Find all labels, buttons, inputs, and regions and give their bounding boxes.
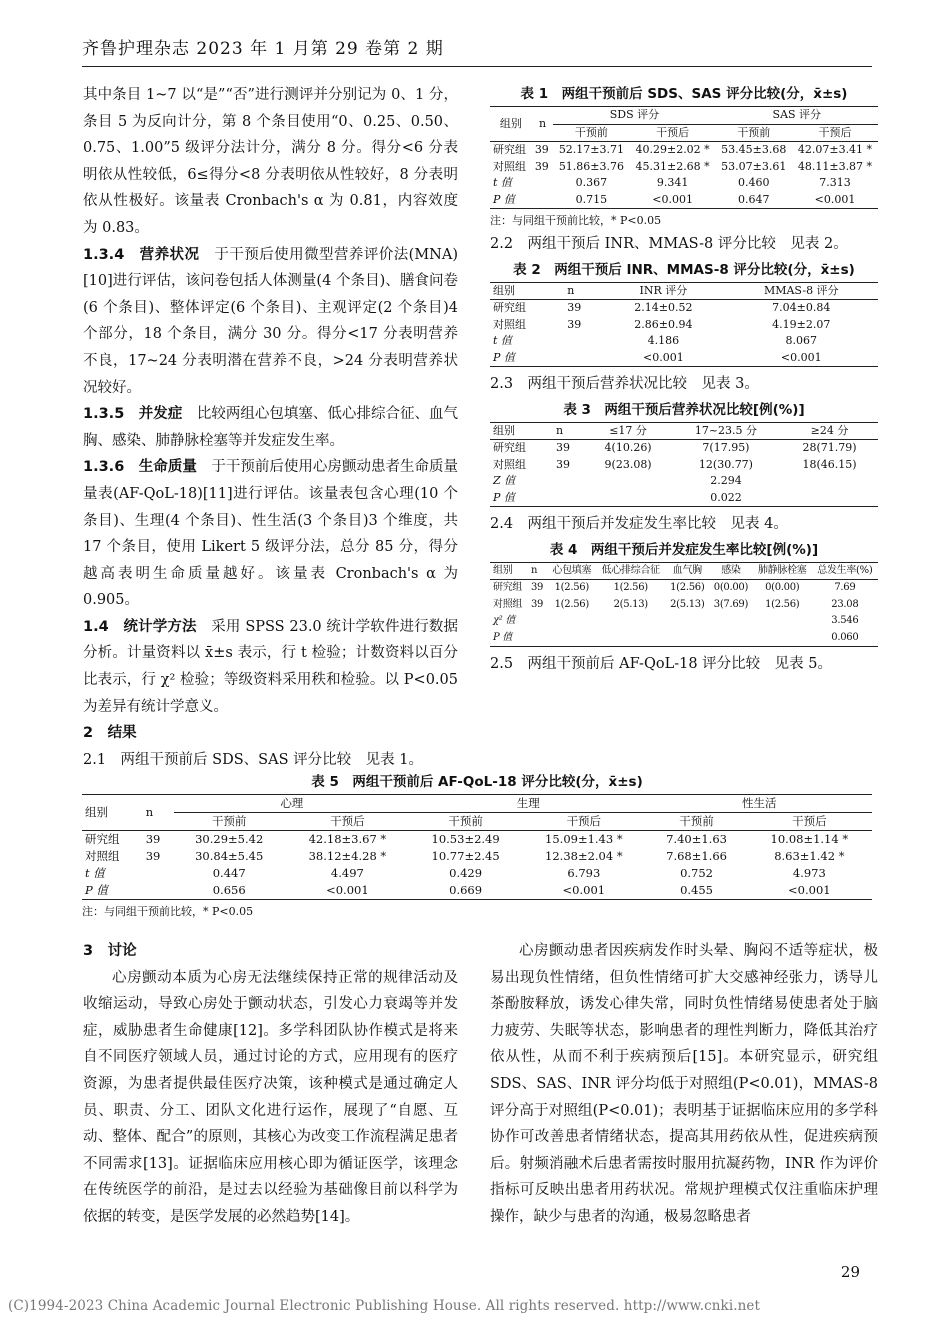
table4 (490, 562, 878, 648)
table-cell: <0.001 (285, 882, 410, 900)
table-cell (548, 613, 596, 630)
section-1-3-4 (83, 242, 458, 402)
table4-body (490, 580, 878, 647)
table-cell (753, 613, 812, 630)
table-cell: 9.341 (656, 176, 689, 189)
table-cell: 1(2.56) (665, 580, 709, 597)
table-cell (665, 630, 709, 647)
table-header-cell: n (528, 562, 548, 580)
table-cell: 2(5.13) (613, 598, 648, 610)
table-cell: 42.07±3.41 * (792, 142, 878, 159)
table1-header: 干预后 (656, 125, 690, 139)
table-header-cell: n (564, 282, 602, 300)
table-header-cell: 组别 (490, 282, 564, 300)
table-cell (532, 175, 553, 192)
table-cell: 39 (528, 580, 548, 597)
section-text: 于干预前后使用心房颤动患者生命质量量表(AF-QoL-18)[11]进行评估。该量表包含心理(10 个条目)、生理(4 个条目)、性生活(3 个条目)3 个维度，共 17 个条目，使用 Likert 5 级评分法，总分 85 分，得分越高表明生命质量越好。该量表 Cronbach's α 为 0.905。 (83, 459, 458, 609)
table-row (490, 457, 878, 474)
table-cell: t 值 (85, 866, 105, 880)
table-cell: Z 值 (493, 474, 516, 488)
table-cell: 39 (145, 849, 161, 863)
table-cell: 0.447 (212, 866, 246, 880)
table-cell: 研究组 (490, 142, 532, 159)
table-cell (709, 630, 753, 647)
section-title: 1.3.6 生命质量 (83, 459, 197, 476)
table-cell: 2.86±0.94 (634, 317, 693, 331)
table-cell: 51.86±3.76 (558, 159, 625, 173)
section-text: 比较两组心包填塞、低心排综合征、血气胸、感染、肺静脉栓塞等并发症发生率。 (83, 406, 458, 449)
table-row (490, 440, 878, 457)
table-cell: 39 (555, 457, 570, 471)
journal-header: 齐鲁护理杂志 2023 年 1 月第 29 卷第 2 期 (82, 39, 444, 59)
table-cell: 2(5.13) (670, 598, 705, 610)
table-cell (564, 333, 602, 350)
table-cell (709, 613, 753, 630)
table-cell: 42.18±3.67 * (285, 831, 410, 849)
table-cell: 30.84±5.45 (195, 849, 264, 863)
section-title: 1.3.4 营养状况 (83, 246, 200, 263)
table-cell: <0.001 (602, 350, 724, 367)
table-cell: 0.022 (671, 490, 781, 507)
table-cell (596, 613, 665, 630)
table-header-cell: n (553, 422, 585, 440)
table5-header: 组别 (82, 795, 143, 831)
table-cell: 2.294 (710, 474, 742, 488)
table-row (490, 490, 878, 507)
table-cell: 23.08 (831, 598, 859, 610)
table5-header: 干预后 (792, 814, 827, 828)
table5-header: 生理 (410, 795, 646, 813)
table-cell: 9(23.08) (604, 457, 652, 471)
table-row (490, 159, 878, 176)
table-row (490, 142, 878, 159)
table-header-cell: 组别 (490, 562, 528, 580)
table-cell: 4(10.26) (585, 440, 671, 457)
section-2-3: 2.3 两组干预后营养状况比较 见表 3。 (490, 376, 759, 393)
table-row (490, 317, 878, 334)
table-cell: 4.973 (792, 866, 826, 880)
table-cell: 53.45±3.68 (716, 142, 792, 159)
section-2-5: 2.5 两组干预前后 AF-QoL-18 评分比较 见表 5。 (490, 656, 832, 673)
table-cell (553, 490, 585, 507)
table1-header: 干预前 (574, 125, 608, 139)
table-header-cell: 感染 (709, 562, 753, 580)
table-cell: 0(0.00) (753, 580, 812, 597)
table-cell: 39 (532, 142, 553, 159)
table-header-cell: 组别 (490, 422, 553, 440)
table-row (490, 473, 878, 490)
section-1-3-5 (83, 401, 458, 454)
table1-header: n (532, 107, 553, 142)
table-cell: 10.53±2.49 (410, 831, 521, 849)
table-cell: P 值 (490, 630, 528, 647)
table-cell: 0.752 (680, 866, 714, 880)
table-cell: 研究组 (490, 300, 564, 317)
table-cell: 39 (534, 159, 549, 173)
table-cell: 3(7.69) (713, 598, 749, 610)
table-row (490, 300, 878, 317)
table-cell (532, 192, 553, 209)
section-text: 于干预后使用微型营养评价法(MNA)[10]进行评估，该问卷包括人体测量(4 个条目)、膳食问卷(6 个条目)、整体评定(6 个条目)、主观评定(2 个条目)4 个部分，18 个条目，满分 30 分。得分<17 分表明营养不良，17~24 分表明潜在营养不良，>24 分表明营养状况较好。 (83, 246, 458, 396)
page-number: 29 (840, 1263, 860, 1281)
table-cell: 0.455 (646, 882, 746, 900)
table-cell: 7(17.95) (671, 440, 781, 457)
table1 (490, 106, 878, 209)
table-cell (781, 473, 878, 490)
table-cell: P 值 (490, 490, 553, 507)
table5-note: 注：与同组干预前比较，* P<0.05 (82, 905, 254, 918)
table-header-cell: MMAS-8 评分 (725, 282, 879, 300)
table5-header: 心理 (174, 795, 410, 813)
table-header-cell: 总发生率(%) (812, 562, 878, 580)
table-cell: 12(30.77) (698, 457, 753, 471)
table-cell: 53.07±3.61 (721, 159, 787, 173)
table2-body (490, 300, 878, 367)
table-cell: 30.29±5.42 (174, 831, 285, 849)
discussion-left (83, 938, 458, 1231)
table5-header: 干预后 (566, 814, 602, 828)
table5-header: 干预前 (679, 814, 714, 828)
table1-caption: 表 1 两组干预前后 SDS、SAS 评分比较(分，x̄±s) (520, 86, 848, 102)
table-cell: <0.001 (747, 882, 872, 900)
table-cell: 48.11±3.87 * (797, 159, 873, 173)
table-cell: 1(2.56) (554, 598, 589, 610)
table-cell: 40.29±2.02 * (630, 142, 716, 159)
table-cell: 7.313 (819, 176, 851, 189)
discussion-paragraph-1: 心房颤动本质为心房无法继续保持正常的规律活动及收缩运动，导致心房处于颤动状态，引发心力衰竭等并发症，威胁患者生命健康[12]。多学科团队协作模式是将来自不同医疗领域人员，通过讨论的方式，应用现有的医疗资源，为患者提供最佳医疗决策，该种模式是通过确定人员、职责、分工、团队文化进行运作，展现了“自愿、互动、整体、配合”的原则，其核心为改变工作流程满足患者不同需求[13]。证据临床应用核心即为循证医学，该理念在传统医学的前沿，是过去以经验为基础像目前以科学为依据的转变，是医学发展的必然趋势[14]。 (83, 969, 458, 1225)
table-row (490, 597, 878, 614)
table-cell: 0.656 (174, 882, 285, 900)
table-cell (781, 490, 878, 507)
table-cell: 39 (530, 598, 544, 610)
table-row (490, 192, 878, 209)
table-cell: P 值 (490, 350, 564, 367)
table-cell: 7.40±1.63 (646, 831, 746, 849)
table-cell: 对照组 (85, 849, 120, 863)
table-cell: 52.17±3.71 (553, 142, 629, 159)
table-cell (585, 473, 671, 490)
table-cell: <0.001 (521, 882, 646, 900)
table-cell: 0.669 (410, 882, 521, 900)
table-cell: 1(2.56) (596, 580, 665, 597)
table-cell: 2.14±0.52 (602, 300, 724, 317)
table-cell (143, 865, 174, 882)
table-cell (143, 882, 174, 900)
table-cell: 12.38±2.04 * (545, 849, 623, 863)
table-cell: 1(2.56) (765, 598, 800, 610)
table5-block (82, 770, 872, 922)
table-cell: 研究组 (82, 831, 143, 849)
table-cell: 45.31±2.68 * (635, 159, 710, 173)
table-cell: 38.12±4.28 * (308, 849, 387, 863)
table-cell: 10.08±1.14 * (747, 831, 872, 849)
table2-header-row (490, 282, 878, 300)
table3 (490, 422, 878, 508)
table-header-cell: 血气胸 (665, 562, 709, 580)
table-row (82, 865, 872, 882)
left-column (83, 82, 458, 773)
table-cell: 0.647 (716, 192, 792, 209)
table-row (490, 333, 878, 350)
table-cell: 39 (564, 300, 602, 317)
table1-note: 注：与同组干预前比较，* P<0.05 (490, 214, 662, 227)
table1-header: 干预前 (737, 125, 771, 139)
table-header-cell: 17~23.5 分 (671, 422, 781, 440)
section-text: 采用 SPSS 23.0 统计学软件进行数据分析。计量资料以 x̄±s 表示，行 t 检验；计数资料以百分比表示，行 χ² 检验；等级资料采用秩和检验。以 P<0.05 为差异有统计学意义。 (83, 618, 458, 715)
section-1-3-6 (83, 454, 458, 614)
table-cell (564, 350, 602, 367)
table-cell: 0.429 (449, 866, 483, 880)
table5 (82, 794, 872, 900)
table5-header: n (143, 795, 174, 831)
table-cell: 39 (143, 831, 174, 849)
paragraph-mmas8: 其中条目 1~7 以“是”“否”进行测评并分别记为 0、1 分，条目 5 为反向计分，第 8 个条目使用“0、0.25、0.50、0.75、1.00”5 级评分法计分，满分 8 分。得分<6 分表明依从性较低，6≤得分<8 分表明依从性较好，8 分表明依从性极好。该量表 Cronbach's α 为 0.81，内容效度为 0.83。 (83, 87, 458, 236)
table1-body (490, 142, 878, 209)
table1-header: SDS 评分 (553, 107, 715, 125)
section-2-1: 2.1 两组干预前后 SDS、SAS 评分比较 见表 1。 (83, 751, 423, 768)
table-cell: 0.367 (575, 176, 608, 189)
header-rule (82, 66, 872, 67)
discussion-paragraph-2: 心房颤动患者因疾病发作时头晕、胸闷不适等症状，极易出现负性情绪，但负性情绪可扩大交感神经张力，诱导儿茶酚胺释放，诱发心律失常，同时负性情绪易使患者处于脑力疲劳、失眠等状态，影响患者的理性判断力，降低其治疗依从性，从而不利于疾病预后[15]。本研究显示，研究组 SDS、SAS、INR 评分均低于对照组(P<0.01)，MMAS-8 评分高于对照组(P<0.01)；表明基于证据临床应用的多学科协作可改善患者情绪状态，提高其用药依从性，促进疾病预后。射频消融术后患者需按时服用抗凝药物，INR 作为评价指标可反映出患者用药状况。常规护理模式仅注重临床护理操作，缺少与患者的沟通，极易忽略患者 (490, 943, 878, 1225)
table-cell: 7.04±0.84 (725, 300, 879, 317)
table-cell: 0(0.00) (709, 580, 753, 597)
copyright-footer: (C)1994-2023 China Academic Journal Electronic Publishing House. All rights reserved. http://www.cnki.net (8, 1298, 761, 1314)
table5-body (82, 831, 872, 900)
table1-header: 组别 (490, 107, 532, 142)
table-cell: 0.060 (812, 630, 878, 647)
table-cell: 39 (553, 440, 585, 457)
table-cell: 0.715 (553, 192, 629, 209)
table-cell: 0.460 (738, 176, 770, 189)
table5-header: 干预前 (448, 814, 483, 828)
table-cell: 研究组 (490, 580, 528, 597)
table-cell: 8.067 (785, 334, 817, 348)
table3-body (490, 440, 878, 507)
table-cell: 对照组 (493, 598, 523, 610)
heading-results: 2 结果 (83, 725, 137, 742)
table-row (82, 882, 872, 900)
table2 (490, 282, 878, 368)
table-cell: 15.09±1.43 * (521, 831, 646, 849)
table-cell: 4.497 (330, 866, 364, 880)
table-cell: 对照组 (493, 159, 526, 173)
table-cell: <0.001 (725, 350, 879, 367)
table-cell: 研究组 (490, 440, 553, 457)
table-cell: 6.793 (567, 866, 601, 880)
table-cell: P 值 (82, 882, 143, 900)
table-cell: χ² 值 (493, 615, 516, 627)
section-2-2: 2.2 两组干预后 INR、MMAS-8 评分比较 见表 2。 (490, 236, 848, 252)
section-title: 1.3.5 并发症 (83, 406, 183, 423)
table-cell (585, 490, 671, 507)
table-header-cell: 肺静脉栓塞 (753, 562, 812, 580)
table3-caption: 表 3 两组干预后营养状况比较[例(%)] (563, 401, 805, 418)
table-cell: 10.77±2.45 (431, 849, 500, 863)
table-row (82, 831, 872, 849)
section-1-4 (83, 614, 458, 720)
table-cell: t 值 (493, 176, 512, 189)
table5-header: 干预后 (330, 814, 365, 828)
table-cell: 对照组 (493, 317, 526, 331)
table-row (490, 175, 878, 192)
table-cell: 39 (567, 317, 582, 331)
table-cell: 4.19±2.07 (772, 317, 831, 331)
heading-discussion: 3 讨论 (83, 943, 137, 959)
table-cell: 18(46.15) (802, 457, 857, 471)
table-cell (753, 630, 812, 647)
table-header-cell: INR 评分 (602, 282, 724, 300)
table4-header-row (490, 562, 878, 580)
table5-header: 性生活 (646, 795, 872, 813)
table-cell: 8.63±1.42 * (774, 849, 845, 863)
section-2-4: 2.4 两组干预后并发症发生率比较 见表 4。 (490, 516, 788, 533)
table-cell (548, 630, 596, 647)
table5-header: 干预前 (211, 814, 247, 828)
table-cell: 3.546 (831, 615, 859, 627)
table-cell (528, 630, 548, 647)
section-title: 1.4 统计学方法 (83, 618, 197, 635)
table-cell: 7.69 (812, 580, 878, 597)
table-header-cell: ≤17 分 (585, 422, 671, 440)
table-cell (528, 613, 548, 630)
table-row (82, 848, 872, 865)
discussion-right (490, 938, 878, 1231)
table1-header: SAS 评分 (716, 107, 878, 125)
table1-header: 干预后 (818, 125, 852, 139)
table5-caption: 表 5 两组干预前后 AF-QoL-18 评分比较(分，x̄±s) (311, 774, 643, 790)
table-row (490, 580, 878, 597)
table-cell: t 值 (493, 334, 512, 348)
table-cell (553, 473, 585, 490)
table-header-cell: 心包填塞 (548, 562, 596, 580)
table-cell: 4.186 (647, 334, 680, 348)
table-cell: 28(71.79) (781, 440, 878, 457)
table-cell: 对照组 (493, 457, 526, 471)
table-cell (665, 613, 709, 630)
table-cell (596, 630, 665, 647)
table-cell: 7.68±1.66 (666, 849, 727, 863)
table-cell: <0.001 (792, 192, 878, 209)
table-row (490, 613, 878, 630)
right-column (490, 82, 878, 678)
table-row (490, 630, 878, 647)
table-header-cell: 低心排综合征 (596, 562, 665, 580)
table3-header-row (490, 422, 878, 440)
table2-caption: 表 2 两组干预后 INR、MMAS-8 评分比较(分，x̄±s) (513, 261, 855, 278)
table4-caption: 表 4 两组干预后并发症发生率比较[例(%)] (549, 541, 819, 558)
table-header-cell: ≥24 分 (781, 422, 878, 440)
table-row (490, 350, 878, 367)
table-cell: 1(2.56) (548, 580, 596, 597)
table-cell: P 值 (490, 192, 532, 209)
table-cell: <0.001 (630, 192, 716, 209)
